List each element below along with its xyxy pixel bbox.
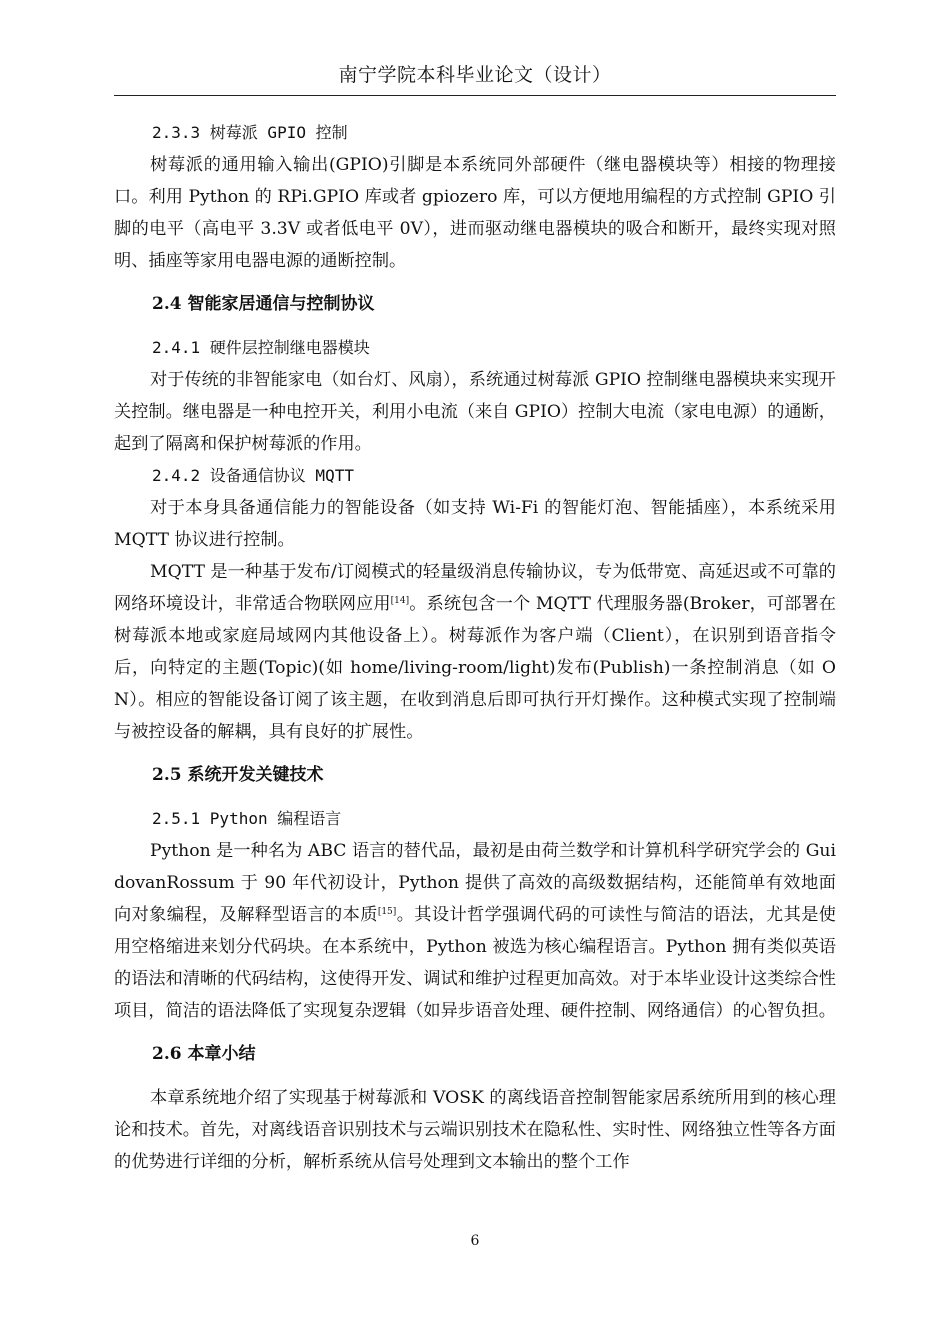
page-number: 6 (470, 1233, 480, 1249)
paragraph-summary: 本章系统地介绍了实现基于树莓派和 VOSK 的离线语音控制智能家居系统所用到的核心理论和技术。首先，对离线语音识别技术与云端识别技术在隐私性、实时性、网络独立性等各方面的优势进行详细的分析，解析系统从信号处理到文本输出的整个工作 (114, 1088, 836, 1172)
mqtt-text-b: 。系统包含一个 MQTT 代理服务器(Broker，可部署在树莓派本地或家庭局域网内其他设备上）。树莓派作为客户端（Client），在识别到语音指令后，向特定的主题(Topic)(如 home/living-room/light)发布(Publish)一条控制消息（如 ON）。相应的智能设备订阅了该主题，在收到消息后即可执行开灯操作。这种模式实现了控制端与被控设备的解耦，具有良好的扩展性。 (114, 594, 836, 742)
mqtt-text-a: MQTT 是一种基于发布/订阅模式的轻量级消息传输协议，专为低带宽、高延迟或不可靠的网络环境设计，非常适合物联网应用 (114, 562, 836, 614)
paragraph-python (114, 835, 836, 1027)
paragraph-mqtt-intro: 对于本身具备通信能力的智能设备（如支持 Wi-Fi 的智能灯泡、智能插座），本系统采用 MQTT 协议进行控制。 (114, 498, 836, 550)
paragraph-relay: 对于传统的非智能家电（如台灯、风扇），系统通过树莓派 GPIO 控制继电器模块来实现开关控制。继电器是一种电控开关，利用小电流（来自 GPIO）控制大电流（家电电源）的通断，起到了隔离和保护树莓派的作用。 (114, 370, 836, 454)
section-heading-2-6: 2.6 本章小结 (152, 1044, 256, 1064)
citation-15: [15] (377, 907, 397, 917)
header-rule (114, 95, 836, 96)
subsection-heading-2-3-3: 2.3.3 树莓派 GPIO 控制 (152, 123, 348, 142)
section-heading-2-5: 2.5 系统开发关键技术 (152, 765, 324, 785)
subsection-heading-2-4-1: 2.4.1 硬件层控制继电器模块 (152, 338, 370, 357)
page-body (114, 117, 836, 1178)
subsection-heading-2-4-2: 2.4.2 设备通信协议 MQTT (152, 466, 354, 485)
python-text-a: Python 是一种名为 ABC 语言的替代品，最初是由荷兰数学和计算机科学研究学会的 GuidovanRossum 于 90 年代初设计，Python 提供了高效的高级数据结构，还能简单有效地面向对象编程，及解释型语言的本质 (114, 841, 836, 925)
citation-14: [14] (390, 596, 410, 606)
subsection-heading-2-5-1: 2.5.1 Python 编程语言 (152, 809, 342, 828)
running-header: 南宁学院本科毕业论文（设计） (338, 64, 612, 86)
python-text-b: 。其设计哲学强调代码的可读性与简洁的语法，尤其是使用空格缩进来划分代码块。在本系统中，Python 被选为核心编程语言。Python 拥有类似英语的语法和清晰的代码结构，这使得开发、调试和维护过程更加高效。对于本毕业设计这类综合性项目，简洁的语法降低了实现复杂逻辑（如异步语音处理、硬件控制、网络通信）的心智负担。 (114, 905, 836, 1021)
paragraph-gpio: 树莓派的通用输入输出(GPIO)引脚是本系统同外部硬件（继电器模块等）相接的物理接口。利用 Python 的 RPi.GPIO 库或者 gpiozero 库，可以方便地用编程的方式控制 GPIO 引脚的电平（高电平 3.3V 或者低电平 0V），进而驱动继电器模块的吸合和断开，最终实现对照明、插座等家用电器电源的通断控制。 (114, 155, 836, 271)
paragraph-mqtt-detail (114, 556, 836, 748)
section-heading-2-4: 2.4 智能家居通信与控制协议 (152, 294, 375, 314)
